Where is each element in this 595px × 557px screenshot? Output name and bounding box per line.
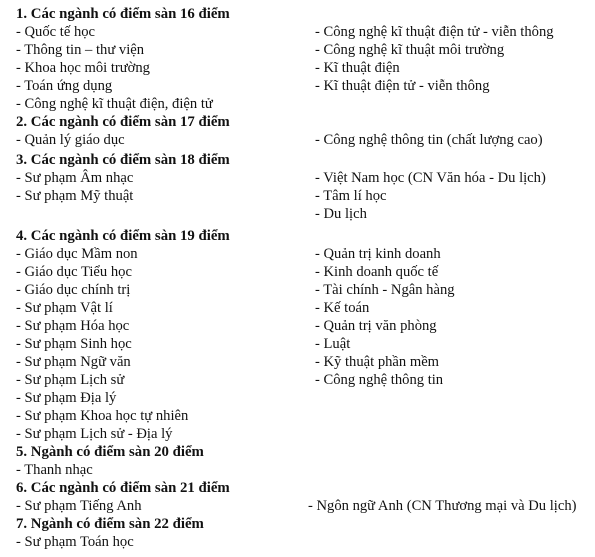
section-3-heading: 3. Các ngành có điểm sàn 18 điểm [16, 152, 230, 168]
section-2-heading: 2. Các ngành có điểm sàn 17 điểm [16, 114, 230, 130]
section-1-right-item: - Kĩ thuật điện [315, 60, 400, 76]
section-4-right-item: - Luật [315, 336, 351, 352]
section-4-right-item: - Tài chính - Ngân hàng [315, 282, 455, 298]
section-5-heading: 5. Ngành có điểm sàn 20 điểm [16, 444, 204, 460]
section-4-right-item: - Quản trị kinh doanh [315, 246, 441, 262]
section-1-left-item: - Công nghệ kĩ thuật điện, điện tử [16, 96, 213, 112]
section-4-left-item: - Giáo dục Mầm non [16, 246, 138, 262]
section-4-right-item: - Kế toán [315, 300, 370, 316]
section-1-left-item: - Thông tin – thư viện [16, 42, 145, 58]
section-4-left-item: - Sư phạm Khoa học tự nhiên [16, 408, 189, 424]
section-4-left-item: - Sư phạm Ngữ văn [16, 354, 131, 370]
section-4-left-item: - Sư phạm Hóa học [16, 318, 130, 334]
section-7-heading: 7. Ngành có điểm sàn 22 điểm [16, 516, 204, 532]
section-3-left-item: - Sư phạm Âm nhạc [16, 170, 134, 186]
section-4-right-item: - Công nghệ thông tin [315, 372, 444, 388]
section-1-left-item: - Toán ứng dụng [16, 78, 113, 94]
section-3-right-item: - Việt Nam học (CN Văn hóa - Du lịch) [315, 170, 546, 186]
section-2-left-item: - Quản lý giáo dục [16, 132, 125, 148]
section-3-right-item: - Tâm lí học [315, 188, 387, 204]
section-6-left-item: - Sư phạm Tiếng Anh [16, 498, 142, 514]
section-6-heading: 6. Các ngành có điểm sàn 21 điểm [16, 480, 230, 496]
section-1-right-item: - Công nghệ kĩ thuật điện tử - viễn thông [315, 24, 554, 40]
section-6-right-item: - Ngôn ngữ Anh (CN Thương mại và Du lịch) [308, 498, 577, 514]
section-4-left-item: - Sư phạm Vật lí [16, 300, 113, 316]
section-4-right-item: - Kinh doanh quốc tế [315, 264, 439, 280]
section-3-right-item: - Du lịch [315, 206, 367, 222]
section-4-heading: 4. Các ngành có điểm sàn 19 điểm [16, 228, 230, 244]
section-3-left-item: - Sư phạm Mỹ thuật [16, 188, 134, 204]
section-4-left-item: - Sư phạm Sinh học [16, 336, 132, 352]
section-2-right-item: - Công nghệ thông tin (chất lượng cao) [315, 132, 543, 148]
section-1-left-item: - Khoa học môi trường [16, 60, 150, 76]
section-4-left-item: - Sư phạm Lịch sử - Địa lý [16, 426, 173, 442]
section-1-heading: 1. Các ngành có điểm sàn 16 điểm [16, 6, 230, 22]
section-1-right-item: - Công nghệ kĩ thuật môi trường [315, 42, 505, 58]
section-1-left-item: - Quốc tế học [16, 24, 96, 40]
section-4-right-item: - Kỹ thuật phần mềm [315, 354, 440, 370]
section-5-left-item: - Thanh nhạc [16, 462, 93, 478]
section-1-right-item: - Kĩ thuật điện tử - viễn thông [315, 78, 490, 94]
section-4-right-item: - Quản trị văn phòng [315, 318, 437, 334]
section-4-left-item: - Giáo dục Tiểu học [16, 264, 132, 280]
section-4-left-item: - Sư phạm Lịch sử [16, 372, 125, 388]
section-4-left-item: - Giáo dục chính trị [16, 282, 131, 298]
section-7-left-item: - Sư phạm Toán học [16, 534, 134, 550]
section-4-left-item: - Sư phạm Địa lý [16, 390, 117, 406]
